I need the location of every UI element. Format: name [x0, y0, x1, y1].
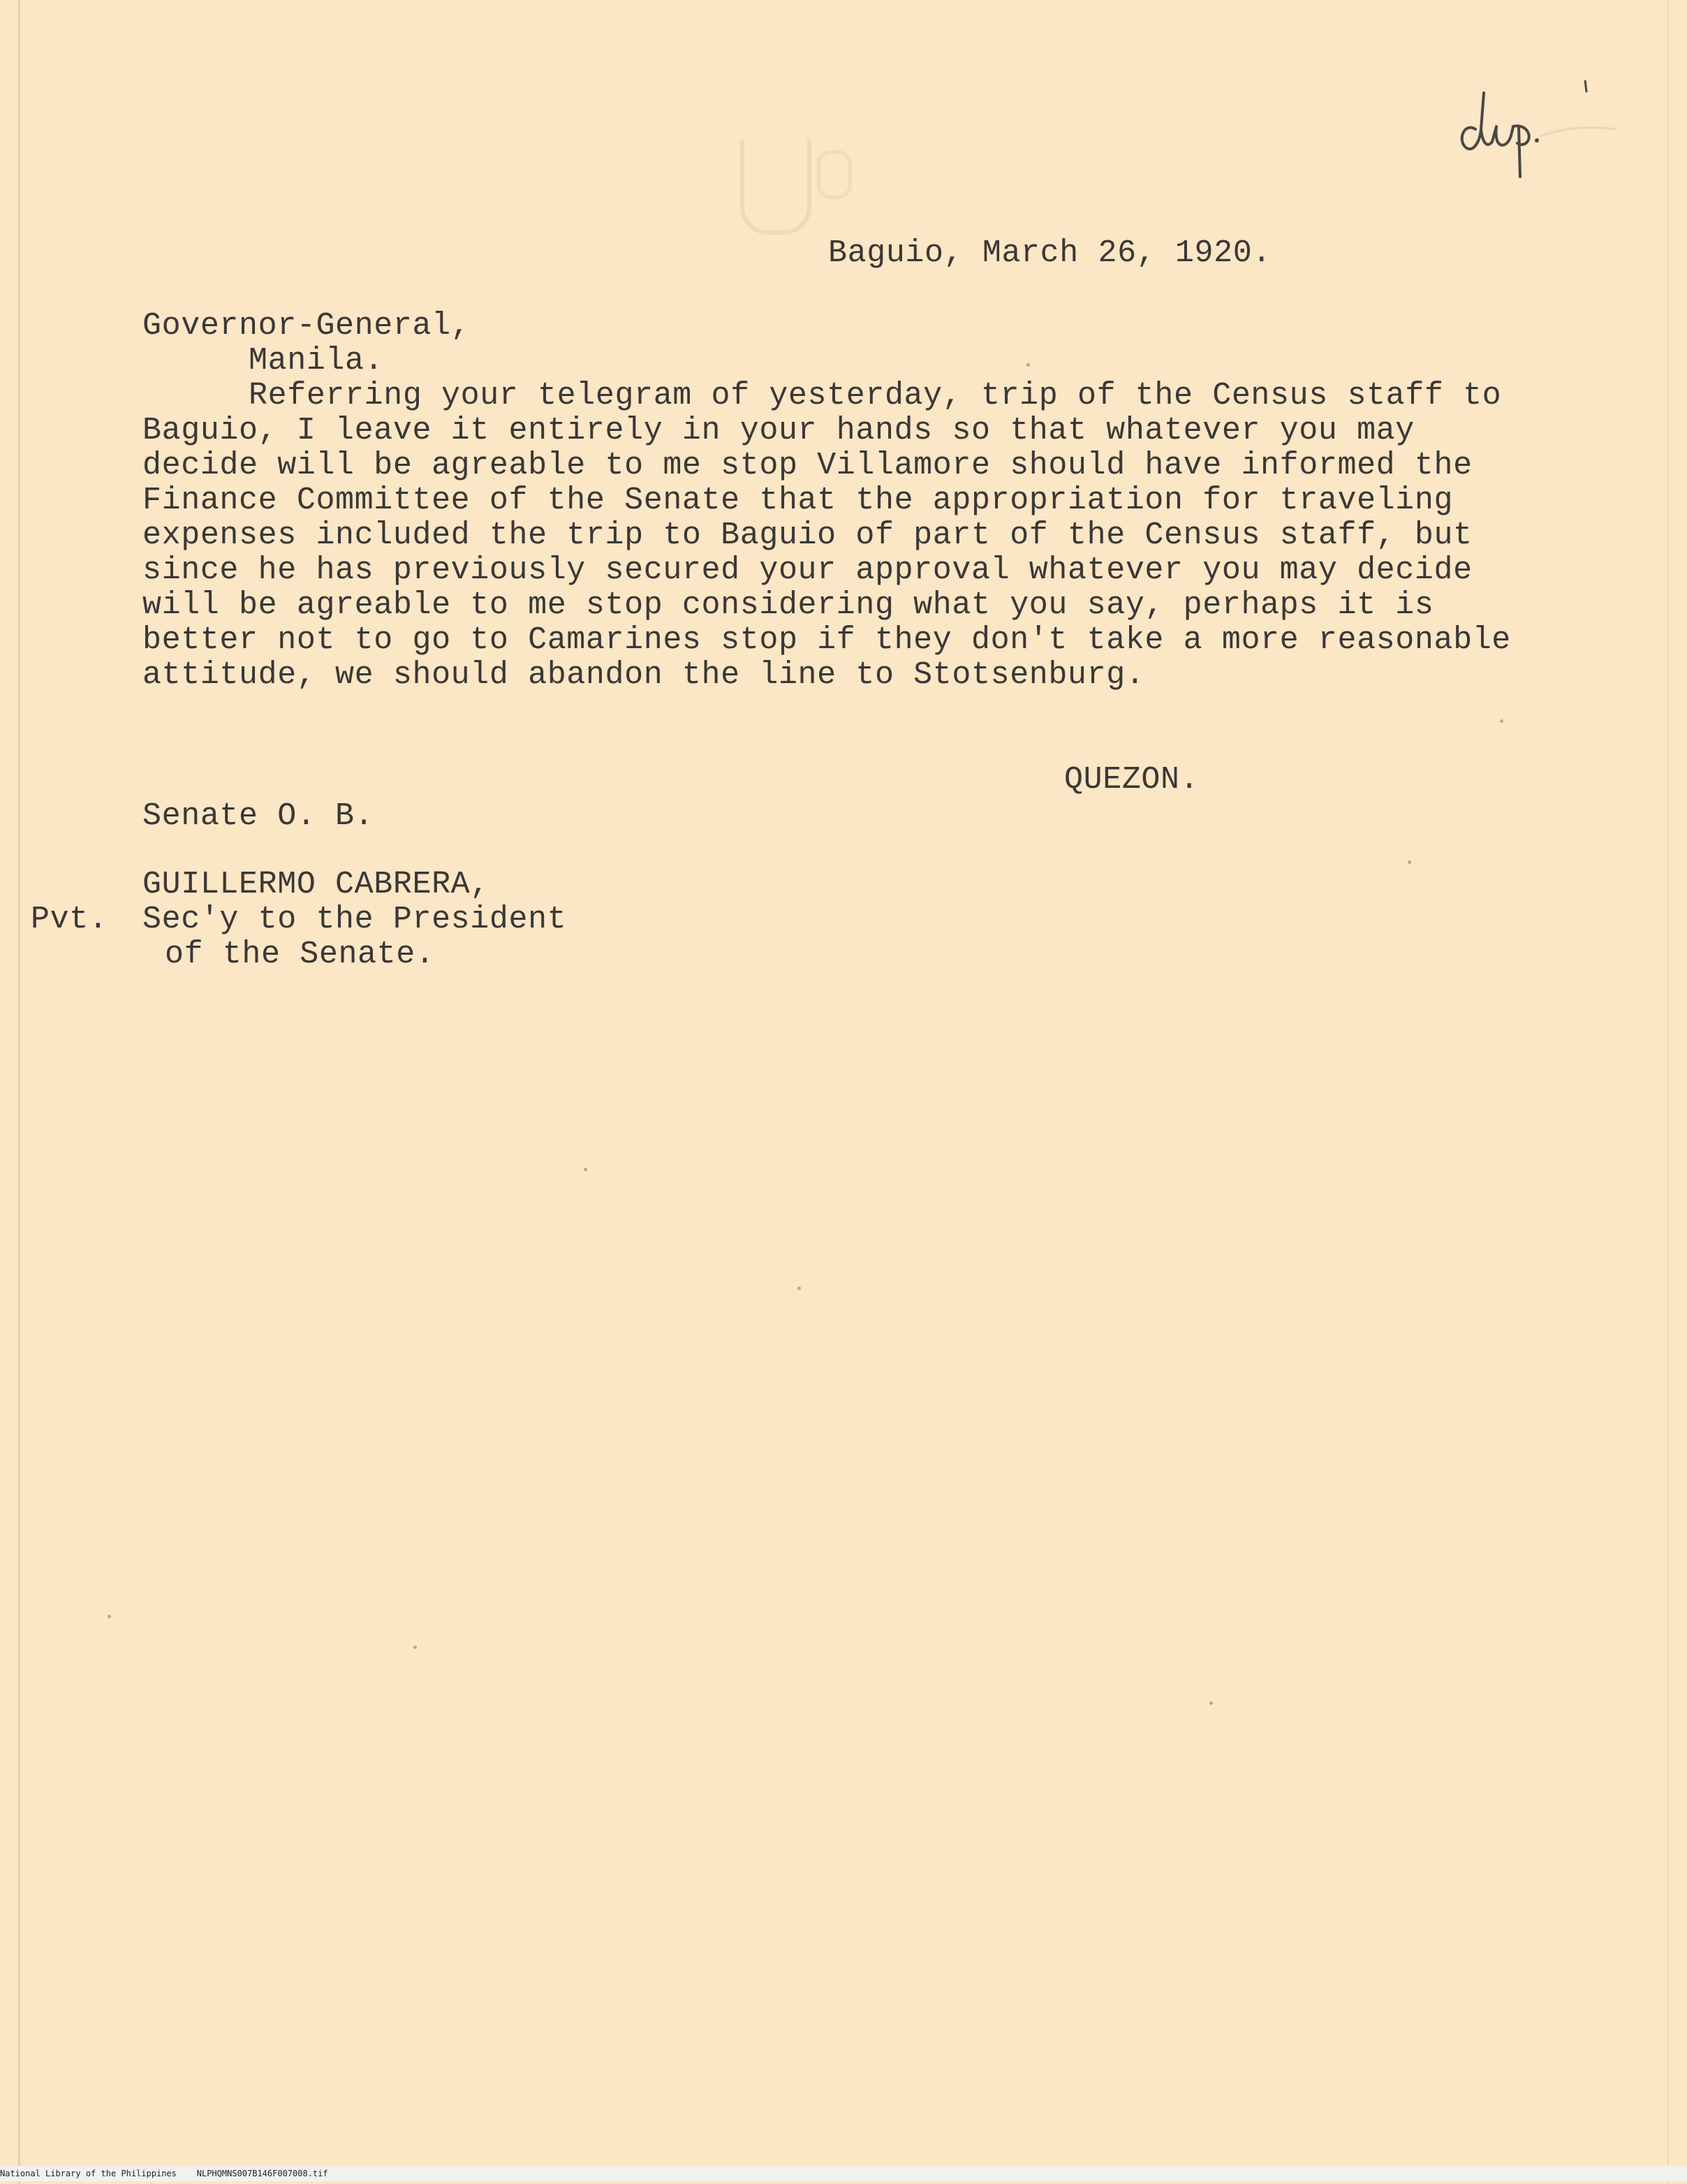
- body-line: Baguio, I leave it entirely in your hands so that whatever you may: [142, 413, 1415, 448]
- paper-speck: [1408, 860, 1411, 864]
- page-edge-shadow-right: [1667, 0, 1669, 2184]
- faint-stain-mark: [817, 150, 852, 199]
- body-line: attitude, we should abandon the line to Stotsenburg.: [142, 657, 1145, 693]
- paper-speck: [1500, 719, 1503, 723]
- body-line: decide will be agreable to me stop Villamore should have informed the: [142, 448, 1473, 483]
- paper-speck: [413, 1646, 417, 1649]
- secretary-title: Sec'y to the President: [142, 902, 567, 937]
- body-line: since he has previously secured your approval whatever you may decide: [142, 552, 1473, 588]
- handwritten-annotation: [1456, 80, 1623, 185]
- letter-reference: Senate O. B.: [142, 798, 374, 834]
- body-line: better not to go to Camarines stop if they don't take a more reasonable: [142, 622, 1511, 658]
- letter-dateline: Baguio, March 26, 1920.: [828, 235, 1272, 271]
- paper-speck: [1026, 363, 1030, 367]
- archive-footer: National Library of the Philippines NLPHQMNS007B146F007008.tif: [0, 2166, 1687, 2181]
- paper-speck: [1209, 1701, 1213, 1705]
- secretary-name: GUILLERMO CABRERA,: [142, 867, 489, 902]
- body-line: Finance Committee of the Senate that the appropriation for traveling: [142, 483, 1454, 518]
- secretary-prefix: Pvt.: [31, 902, 108, 937]
- faint-stain-mark: [740, 140, 811, 235]
- page-edge-shadow: [18, 0, 20, 2184]
- letter-addressee: Governor-General,: [142, 308, 471, 344]
- paper-speck: [584, 1168, 587, 1171]
- body-line: expenses included the trip to Baguio of part of the Census staff, but: [142, 518, 1473, 553]
- letter-signature: QUEZON.: [1064, 762, 1200, 798]
- body-line: Referring your telegram of yesterday, trip of the Census staff to: [249, 378, 1502, 413]
- secretary-organization: of the Senate.: [165, 937, 435, 972]
- paper-speck: [797, 1287, 801, 1290]
- paper-speck: [108, 1615, 111, 1618]
- body-line: will be agreable to me stop considering what you say, perhaps it is: [142, 587, 1434, 623]
- letter-city: Manila.: [249, 343, 384, 379]
